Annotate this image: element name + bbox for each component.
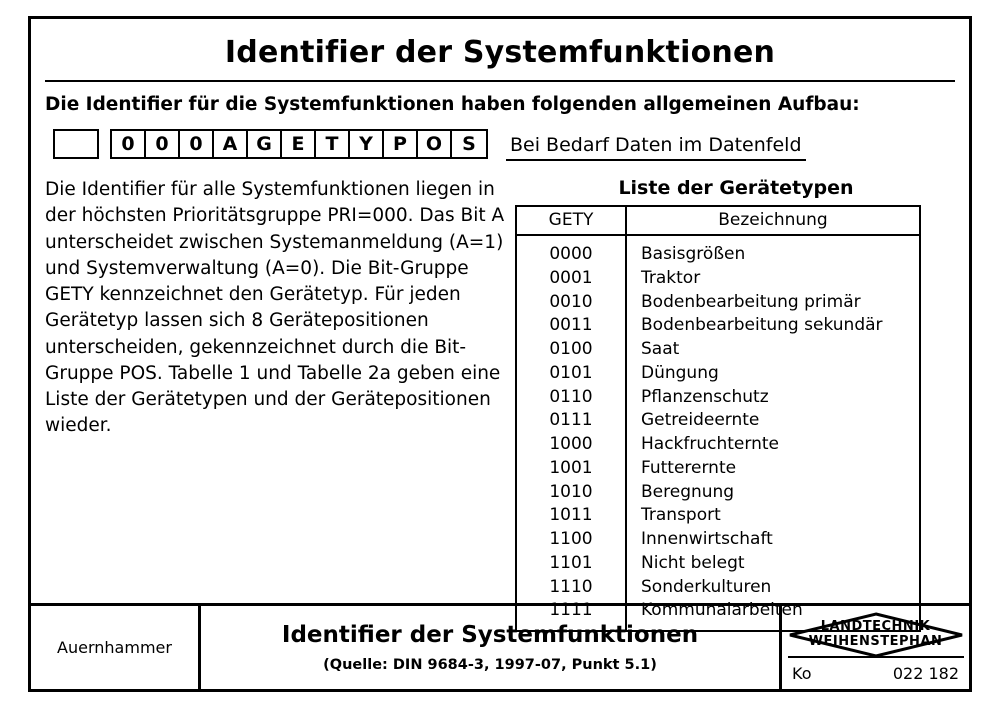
subtitle: Die Identifier für die Systemfunktionen haben folgenden allgemeinen Aufbau: [45,94,860,115]
identifier-bit-cell: P [384,131,418,157]
cell-gety: 0111 [516,409,626,433]
cell-bezeichnung: Sonderkulturen [641,576,772,597]
table-header-row [516,206,920,235]
device-type-table [515,205,921,632]
cell-bezeichnung: Bodenbearbeitung primär [641,291,861,312]
table-caption: Liste der Gerätetypen [618,177,854,199]
footer-center [201,606,779,689]
cell-bezeichnung: Getreideernte [641,410,760,431]
explanation-text: Die Identifier für alle Systemfunktionen liegen in der höchsten Prioritätsgruppe PRI=000. Das Bit A unterscheidet zwischen Systemanmeldung (A=1) und Systemverwaltung (A=0). Die Bit-Gruppe GETY kennzeichnet den Gerätetyp. Für jeden Gerätetyp lassen sich 8 Gerätepositionen unterscheiden, gekennzeichnet durch die Bit-Gruppe POS. Tabelle 1 und Tabelle 2a geben eine Liste der Gerätetypen und der Gerätepositionen wieder. [45,179,505,437]
table-row [516,409,920,433]
device-type-column [511,177,961,632]
cell-gety: 0000 [516,235,626,267]
footer-logo-area [779,606,969,689]
identifier-empty-box [53,129,99,159]
identifier-bit-cell: 0 [180,131,214,157]
footer-source: (Quelle: DIN 9684-3, 1997-07, Punkt 5.1) [323,657,657,673]
cell-gety: 0110 [516,386,626,410]
cell-gety: 1010 [516,481,626,505]
cell-gety: 1011 [516,504,626,528]
cell-bezeichnung: Saat [641,339,680,359]
cell-bezeichnung: Düngung [641,362,719,383]
page-title: Identifier der Systemfunktionen [224,35,776,70]
cell-bezeichnung: Kommunalarbeiten [641,600,803,621]
identifier-bit-boxes [110,129,488,159]
cell-bezeichnung: Hackfruchternte [641,434,779,454]
cell-gety: 0100 [516,338,626,362]
cell-gety: 1001 [516,457,626,481]
table-row [516,457,920,481]
cell-bezeichnung: Beregnung [641,481,735,502]
identifier-bit-cell: O [418,131,452,157]
slide-frame [28,16,972,692]
logo-divider [788,656,964,658]
column-header-bezeichnung: Bezeichnung [626,206,920,235]
cell-bezeichnung: Futterernte [641,457,737,478]
table-row [516,504,920,528]
table-row [516,481,920,505]
cell-bezeichnung: Bodenbearbeitung sekundär [641,315,883,336]
table-row [516,267,920,291]
cell-bezeichnung: Pflanzenschutz [641,386,769,407]
identifier-data-note: Bei Bedarf Daten im Datenfeld [506,134,806,161]
cell-gety: 1101 [516,552,626,576]
cell-gety: 1100 [516,528,626,552]
logo-line-1: LANDTECHNIK [820,619,931,634]
cell-gety: 1110 [516,576,626,600]
cell-gety: 0001 [516,267,626,291]
identifier-bit-cell: A [214,131,248,157]
footer-number: 022 182 [892,664,959,683]
table-row [516,338,920,362]
footer-title: Identifier der Systemfunktionen [281,622,699,648]
footer-author: Auernhammer [31,606,201,689]
cell-gety: 1111 [516,599,626,631]
table-row [516,386,920,410]
identifier-diagram [53,129,969,159]
table-row [516,235,920,267]
table-row [516,528,920,552]
identifier-bit-cell: S [462,132,476,155]
cell-bezeichnung: Innenwirtschaft [641,529,773,549]
table-row [516,552,920,576]
cell-bezeichnung: Traktor [641,267,701,288]
logo-text [788,620,964,650]
footer [31,603,969,689]
identifier-bit-cell: Y [350,131,384,157]
table-row [516,314,920,338]
title-divider [45,80,955,82]
table-row [516,576,920,600]
identifier-bit-cell: G [248,131,282,157]
table-row [516,433,920,457]
cell-gety: 0011 [516,314,626,338]
logo-line-2: WEIHENSTEPHAN [808,633,943,649]
table-row [516,362,920,386]
column-header-gety: GETY [516,206,626,235]
footer-ko: Ko [792,664,812,683]
cell-bezeichnung: Nicht belegt [641,552,745,573]
identifier-bit-cell: E [282,131,316,157]
identifier-bit-cell: T [316,131,350,157]
explanation-column [31,177,511,632]
cell-bezeichnung: Transport [641,505,721,526]
cell-bezeichnung: Basisgrößen [641,244,746,264]
identifier-bit-cell: 0 [112,131,146,157]
table-row [516,291,920,315]
landtechnik-logo-icon [788,612,964,658]
cell-gety: 0101 [516,362,626,386]
identifier-bit-cell: 0 [146,131,180,157]
cell-gety: 1000 [516,433,626,457]
cell-gety: 0010 [516,291,626,315]
content-columns [31,177,969,632]
